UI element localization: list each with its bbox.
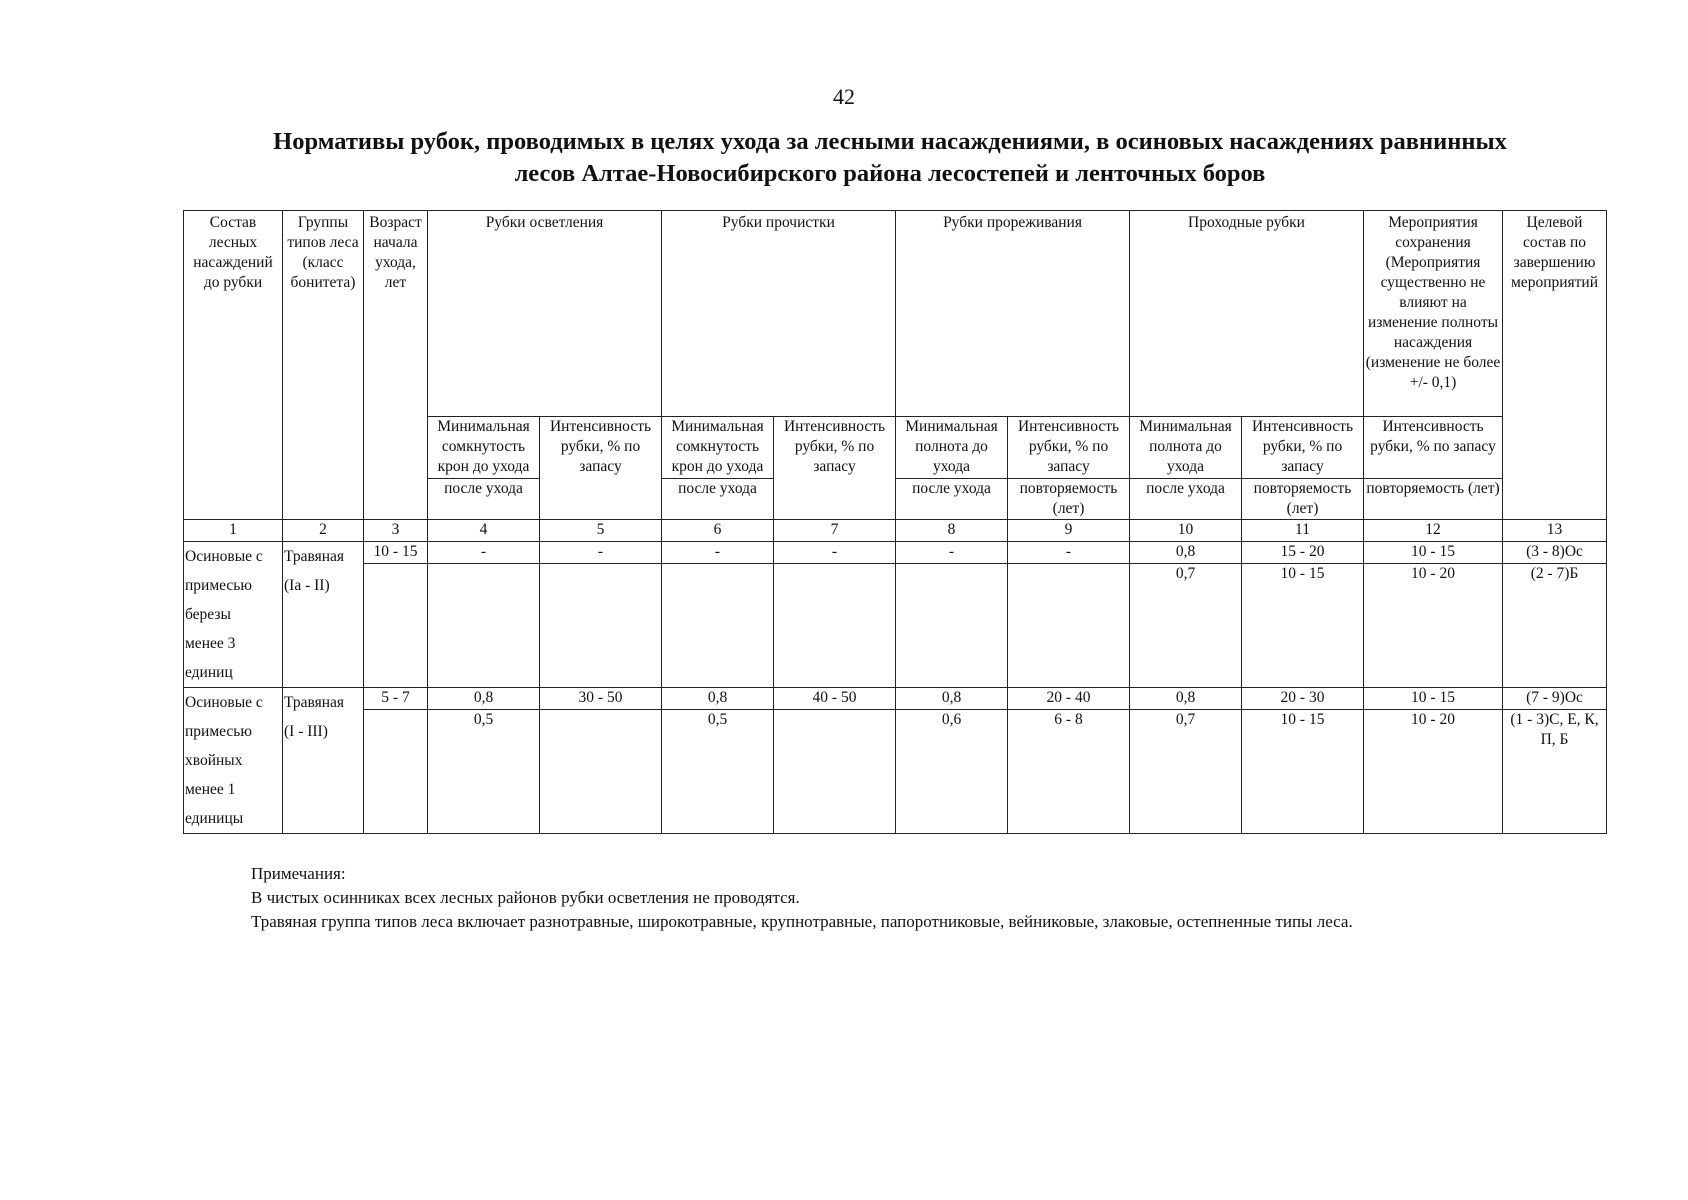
cell-empty <box>364 710 428 834</box>
cell-c13b: (2 - 7)Б <box>1503 564 1607 688</box>
column-numbers-row <box>184 520 1607 542</box>
header-passing-cuts: Проходные рубки <box>1130 211 1364 417</box>
header-c10-after: после ухода <box>1130 479 1242 520</box>
cell-empty <box>364 564 428 688</box>
cell-start-age: 10 - 15 <box>364 542 428 564</box>
cell-c13b: (1 - 3)С, Е, К, П, Б <box>1503 710 1607 834</box>
row-composition-cell <box>184 542 283 688</box>
cell-line: Осиновые с <box>185 548 263 565</box>
cell-line: хвойных <box>185 752 243 769</box>
notes-heading: Примечания: <box>251 864 346 883</box>
cell-line: единиц <box>185 664 233 681</box>
cell-c11b: 10 - 15 <box>1242 710 1364 834</box>
header-c4-after: после ухода <box>428 479 540 520</box>
cell-line: (Ia - II) <box>284 577 330 594</box>
col-number: 9 <box>1008 520 1130 542</box>
cell-c6a: - <box>662 542 774 564</box>
cell-line: примесью <box>185 723 252 740</box>
cell-c10a: 0,8 <box>1130 688 1242 710</box>
notes-block <box>251 862 1651 934</box>
header-c6-after: после ухода <box>662 479 774 520</box>
table-row <box>184 688 1607 710</box>
cell-line: (I - III) <box>284 723 328 740</box>
page-number: 42 <box>833 84 855 109</box>
header-c5-intensity: Интенсивность рубки, % по запасу <box>540 417 662 520</box>
cell-c5a: - <box>540 542 662 564</box>
col-number: 2 <box>283 520 364 542</box>
cell-c12a: 10 - 15 <box>1364 688 1503 710</box>
cell-c5b <box>540 710 662 834</box>
cell-line: примесью <box>185 577 252 594</box>
cell-c12b: 10 - 20 <box>1364 564 1503 688</box>
cell-start-age: 5 - 7 <box>364 688 428 710</box>
col-number: 11 <box>1242 520 1364 542</box>
cell-c5b <box>540 564 662 688</box>
notes-line-2: Травяная группа типов леса включает разнотравные, широкотравные, крупнотравные, папоротниковые, вейниковые, злаковые, остепненные типы леса. <box>251 912 1353 931</box>
header-target-composition: Целевой состав по завершению мероприятий <box>1503 211 1607 520</box>
cell-c7a: 40 - 50 <box>774 688 896 710</box>
header-c8-after: после ухода <box>896 479 1008 520</box>
cell-line: менее 3 <box>185 635 236 652</box>
cell-c8b <box>896 564 1008 688</box>
header-c7-intensity: Интенсивность рубки, % по запасу <box>774 417 896 520</box>
table-row <box>184 564 1607 688</box>
cell-c12b: 10 - 20 <box>1364 710 1503 834</box>
row-forest-type-cell <box>283 688 364 834</box>
cell-c10b: 0,7 <box>1130 564 1242 688</box>
document-title <box>150 126 1630 190</box>
header-cleaning-cuts: Рубки прочистки <box>662 211 896 417</box>
cell-line: Осиновые с <box>185 694 263 711</box>
col-number: 7 <box>774 520 896 542</box>
header-c12-intensity: Интенсивность рубки, % по запасу <box>1364 417 1503 479</box>
col-number: 5 <box>540 520 662 542</box>
table-row <box>184 542 1607 564</box>
title-line-2: лесов Алтае-Новосибирского района лесостепей и ленточных боров <box>514 160 1266 187</box>
cell-c9a: - <box>1008 542 1130 564</box>
col-number: 1 <box>184 520 283 542</box>
header-preservation-measures: Мероприятия сохранения (Мероприятия существенно не влияют на изменение полноты насаждения (изменение не более +/- 0,1) <box>1364 211 1503 417</box>
cell-c13a: (7 - 9)Ос <box>1503 688 1607 710</box>
cell-c13a: (3 - 8)Ос <box>1503 542 1607 564</box>
col-number: 12 <box>1364 520 1503 542</box>
cell-c6b <box>662 564 774 688</box>
col-number: 8 <box>896 520 1008 542</box>
col-number: 3 <box>364 520 428 542</box>
cell-c5a: 30 - 50 <box>540 688 662 710</box>
header-c11-intensity: Интенсивность рубки, % по запасу <box>1242 417 1364 479</box>
header-thinning-cuts: Рубки прореживания <box>896 211 1130 417</box>
cell-c11b: 10 - 15 <box>1242 564 1364 688</box>
notes-line-1: В чистых осинниках всех лесных районов рубки осветления не проводятся. <box>251 888 800 907</box>
cell-c6b: 0,5 <box>662 710 774 834</box>
cell-line: березы <box>185 606 231 623</box>
norms-table <box>183 210 1607 834</box>
header-c11-repeat: повторяемость (лет) <box>1242 479 1364 520</box>
header-c8-min-density: Минимальная полнота до ухода <box>896 417 1008 479</box>
header-c6-min-canopy: Минимальная сомкнутость крон до ухода <box>662 417 774 479</box>
row-forest-type-cell <box>283 542 364 688</box>
table-row <box>184 710 1607 834</box>
cell-c9a: 20 - 40 <box>1008 688 1130 710</box>
header-forest-type: Группы типов леса (класс бонитета) <box>283 211 364 520</box>
header-clearing-cuts: Рубки осветления <box>428 211 662 417</box>
cell-c8a: 0,8 <box>896 688 1008 710</box>
cell-line: единицы <box>185 810 244 827</box>
cell-c4a: - <box>428 542 540 564</box>
cell-c10b: 0,7 <box>1130 710 1242 834</box>
cell-c4a: 0,8 <box>428 688 540 710</box>
cell-line: Травяная <box>284 694 345 711</box>
col-number: 10 <box>1130 520 1242 542</box>
cell-c12a: 10 - 15 <box>1364 542 1503 564</box>
header-row-main <box>184 211 1607 417</box>
header-c10-min-density: Минимальная полнота до ухода <box>1130 417 1242 479</box>
cell-c10a: 0,8 <box>1130 542 1242 564</box>
cell-c8b: 0,6 <box>896 710 1008 834</box>
title-line-1: Нормативы рубок, проводимых в целях ухода за лесными насаждениями, в осиновых насаждениях равнинных <box>273 128 1507 155</box>
cell-line: менее 1 <box>185 781 236 798</box>
row-composition-cell <box>184 688 283 834</box>
header-c9-repeat: повторяемость (лет) <box>1008 479 1130 520</box>
header-c12-repeat: повторяемость (лет) <box>1364 479 1503 520</box>
cell-c4b <box>428 564 540 688</box>
col-number: 13 <box>1503 520 1607 542</box>
cell-c7b <box>774 710 896 834</box>
cell-c6a: 0,8 <box>662 688 774 710</box>
cell-c9b: 6 - 8 <box>1008 710 1130 834</box>
cell-c11a: 20 - 30 <box>1242 688 1364 710</box>
header-start-age: Возраст начала ухода, лет <box>364 211 428 520</box>
header-c4-min-canopy: Минимальная сомкнутость крон до ухода <box>428 417 540 479</box>
cell-c9b <box>1008 564 1130 688</box>
header-composition: Состав лесных насаждений до рубки <box>184 211 283 520</box>
cell-c7a: - <box>774 542 896 564</box>
col-number: 6 <box>662 520 774 542</box>
header-c9-intensity: Интенсивность рубки, % по запасу <box>1008 417 1130 479</box>
cell-c4b: 0,5 <box>428 710 540 834</box>
cell-c11a: 15 - 20 <box>1242 542 1364 564</box>
cell-line: Травяная <box>284 548 345 565</box>
cell-c7b <box>774 564 896 688</box>
col-number: 4 <box>428 520 540 542</box>
cell-c8a: - <box>896 542 1008 564</box>
